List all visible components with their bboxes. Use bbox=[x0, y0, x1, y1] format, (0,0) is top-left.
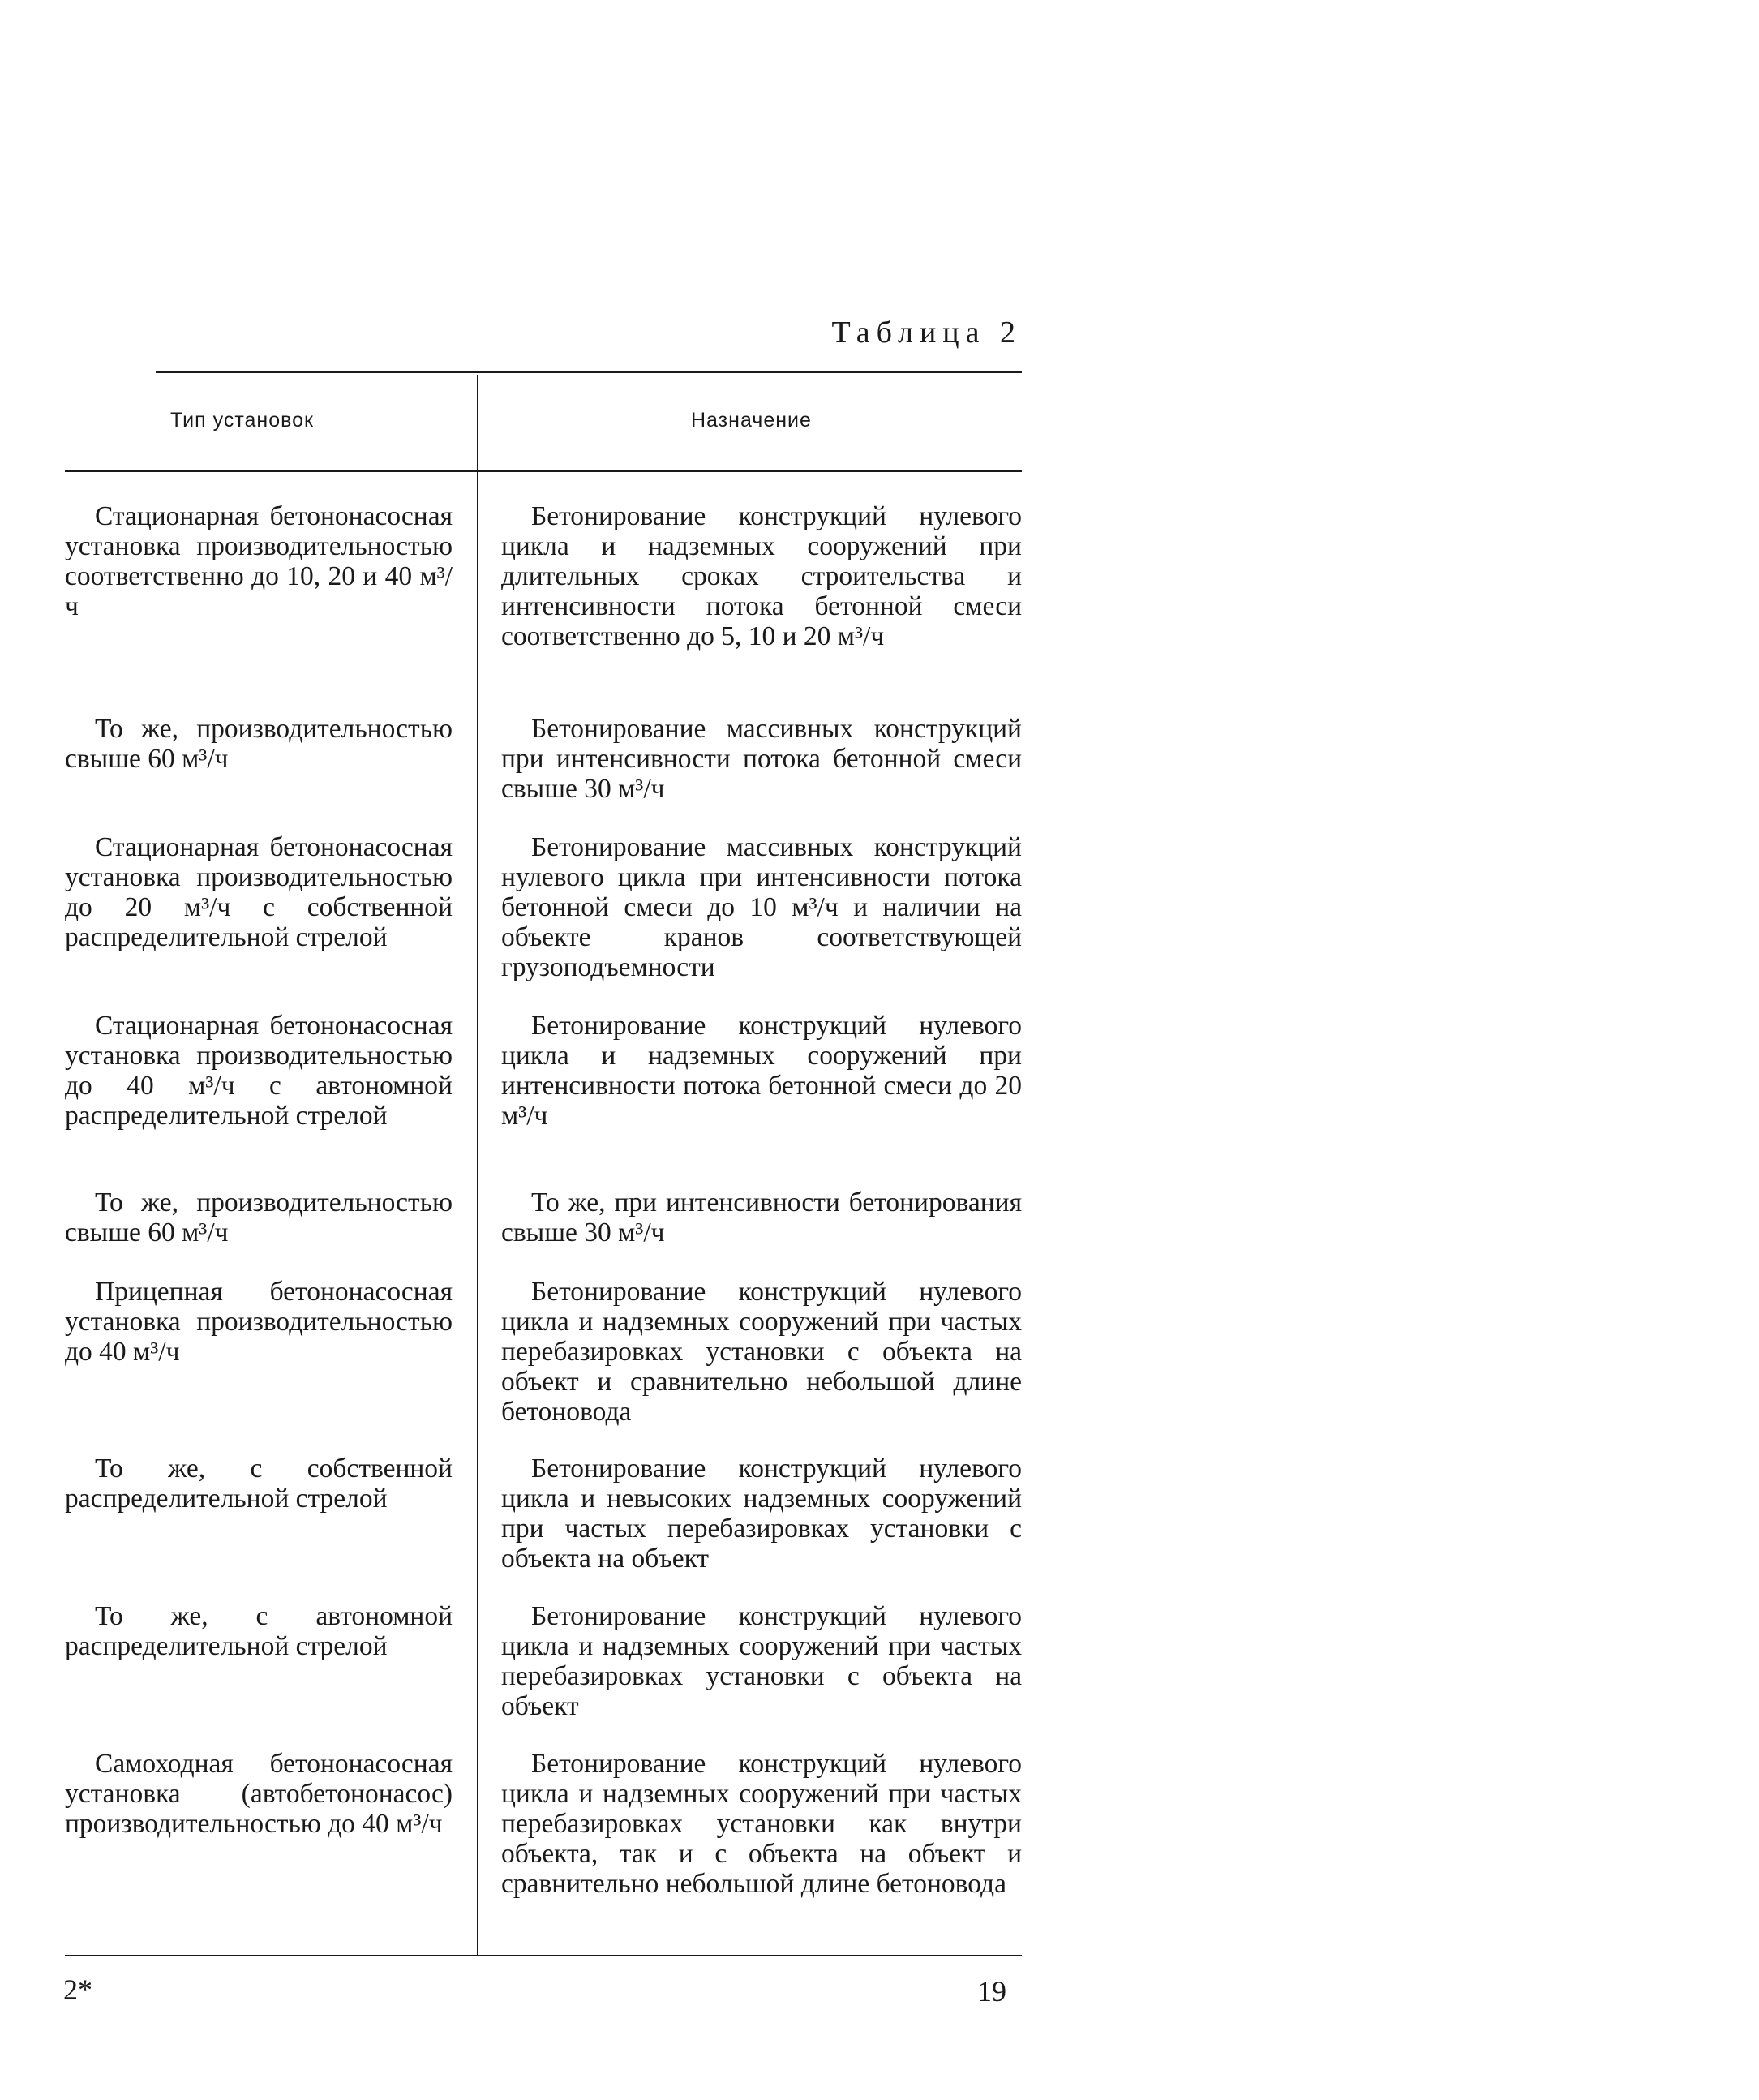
table-header-rule bbox=[65, 470, 1022, 472]
row-5-purpose: То же, при интенсивности бетонирования свыше 30 м³/ч bbox=[501, 1187, 1022, 1248]
row-9-purpose: Бетонирование конструкций нулевого цикла и надземных сооружений при частых перебазировках установки как внутри объекта, так и с объекта на объект и сравнительно небольшой длине бетоновода bbox=[501, 1749, 1022, 1899]
row-2-type: То же, производительностью свыше 60 м³/ч bbox=[65, 714, 453, 774]
table-caption: Таблица 2 bbox=[831, 316, 1022, 350]
table-column-divider bbox=[477, 375, 478, 1956]
row-1-purpose: Бетонирование конструкций нулевого цикла и надземных сооружений при длительных сроках строительства и интенсивности потока бетонной смеси соответственно до 5, 10 и 20 м³/ч bbox=[501, 501, 1022, 651]
row-2-purpose: Бетонирование массивных конструкций при интенсивности потока бетонной смеси свыше 30 м³/ч bbox=[501, 714, 1022, 804]
row-4-type: Стационарная бетононасосная установка производительностью до 40 м³/ч с автономной распределительной стрелой bbox=[65, 1011, 453, 1131]
row-1-type: Стационарная бетононасосная установка производительностью соответственно до 10, 20 и 40 м³/ч bbox=[65, 501, 453, 621]
row-8-purpose: Бетонирование конструкций нулевого цикла и надземных сооружений при частых перебазировках установки с объекта на объект bbox=[501, 1601, 1022, 1721]
row-3-type: Стационарная бетононасосная установка производительностью до 20 м³/ч с собственной распределительной стрелой bbox=[65, 832, 453, 952]
row-7-purpose: Бетонирование конструкций нулевого цикла и невысоких надземных сооружений при частых перебазировках установки с объекта на объект bbox=[501, 1454, 1022, 1574]
row-7-type: То же, с собственной распределительной стрелой bbox=[65, 1454, 453, 1514]
row-6-purpose: Бетонирование конструкций нулевого цикла и надземных сооружений при частых перебазировках установки с объекта на объект и сравнительно небольшой длине бетоновода bbox=[501, 1277, 1022, 1427]
row-9-type: Самоходная бетононасосная установка (автобетононасос) производительностью до 40 м³/ч bbox=[65, 1749, 453, 1839]
row-6-type: Прицепная бетононасосная установка производительностью до 40 м³/ч bbox=[65, 1277, 453, 1367]
row-5-type: То же, производительностью свыше 60 м³/ч bbox=[65, 1187, 453, 1248]
table-top-rule bbox=[156, 371, 1022, 373]
row-4-purpose: Бетонирование конструкций нулевого цикла и надземных сооружений при интенсивности потока бетонной смеси до 20 м³/ч bbox=[501, 1011, 1022, 1131]
table-bottom-rule bbox=[65, 1955, 1022, 1956]
column-header-type: Тип установок bbox=[170, 409, 314, 432]
column-header-purpose: Назначение bbox=[691, 409, 812, 432]
row-3-purpose: Бетонирование массивных конструкций нулевого цикла при интенсивности потока бетонной смеси до 10 м³/ч и наличии на объекте кранов соответствующей грузоподъемности bbox=[501, 832, 1022, 982]
row-8-type: То же, с автономной распределительной стрелой bbox=[65, 1601, 453, 1661]
page-number: 19 bbox=[977, 1975, 1006, 2008]
signature-mark: 2* bbox=[63, 1973, 92, 2006]
